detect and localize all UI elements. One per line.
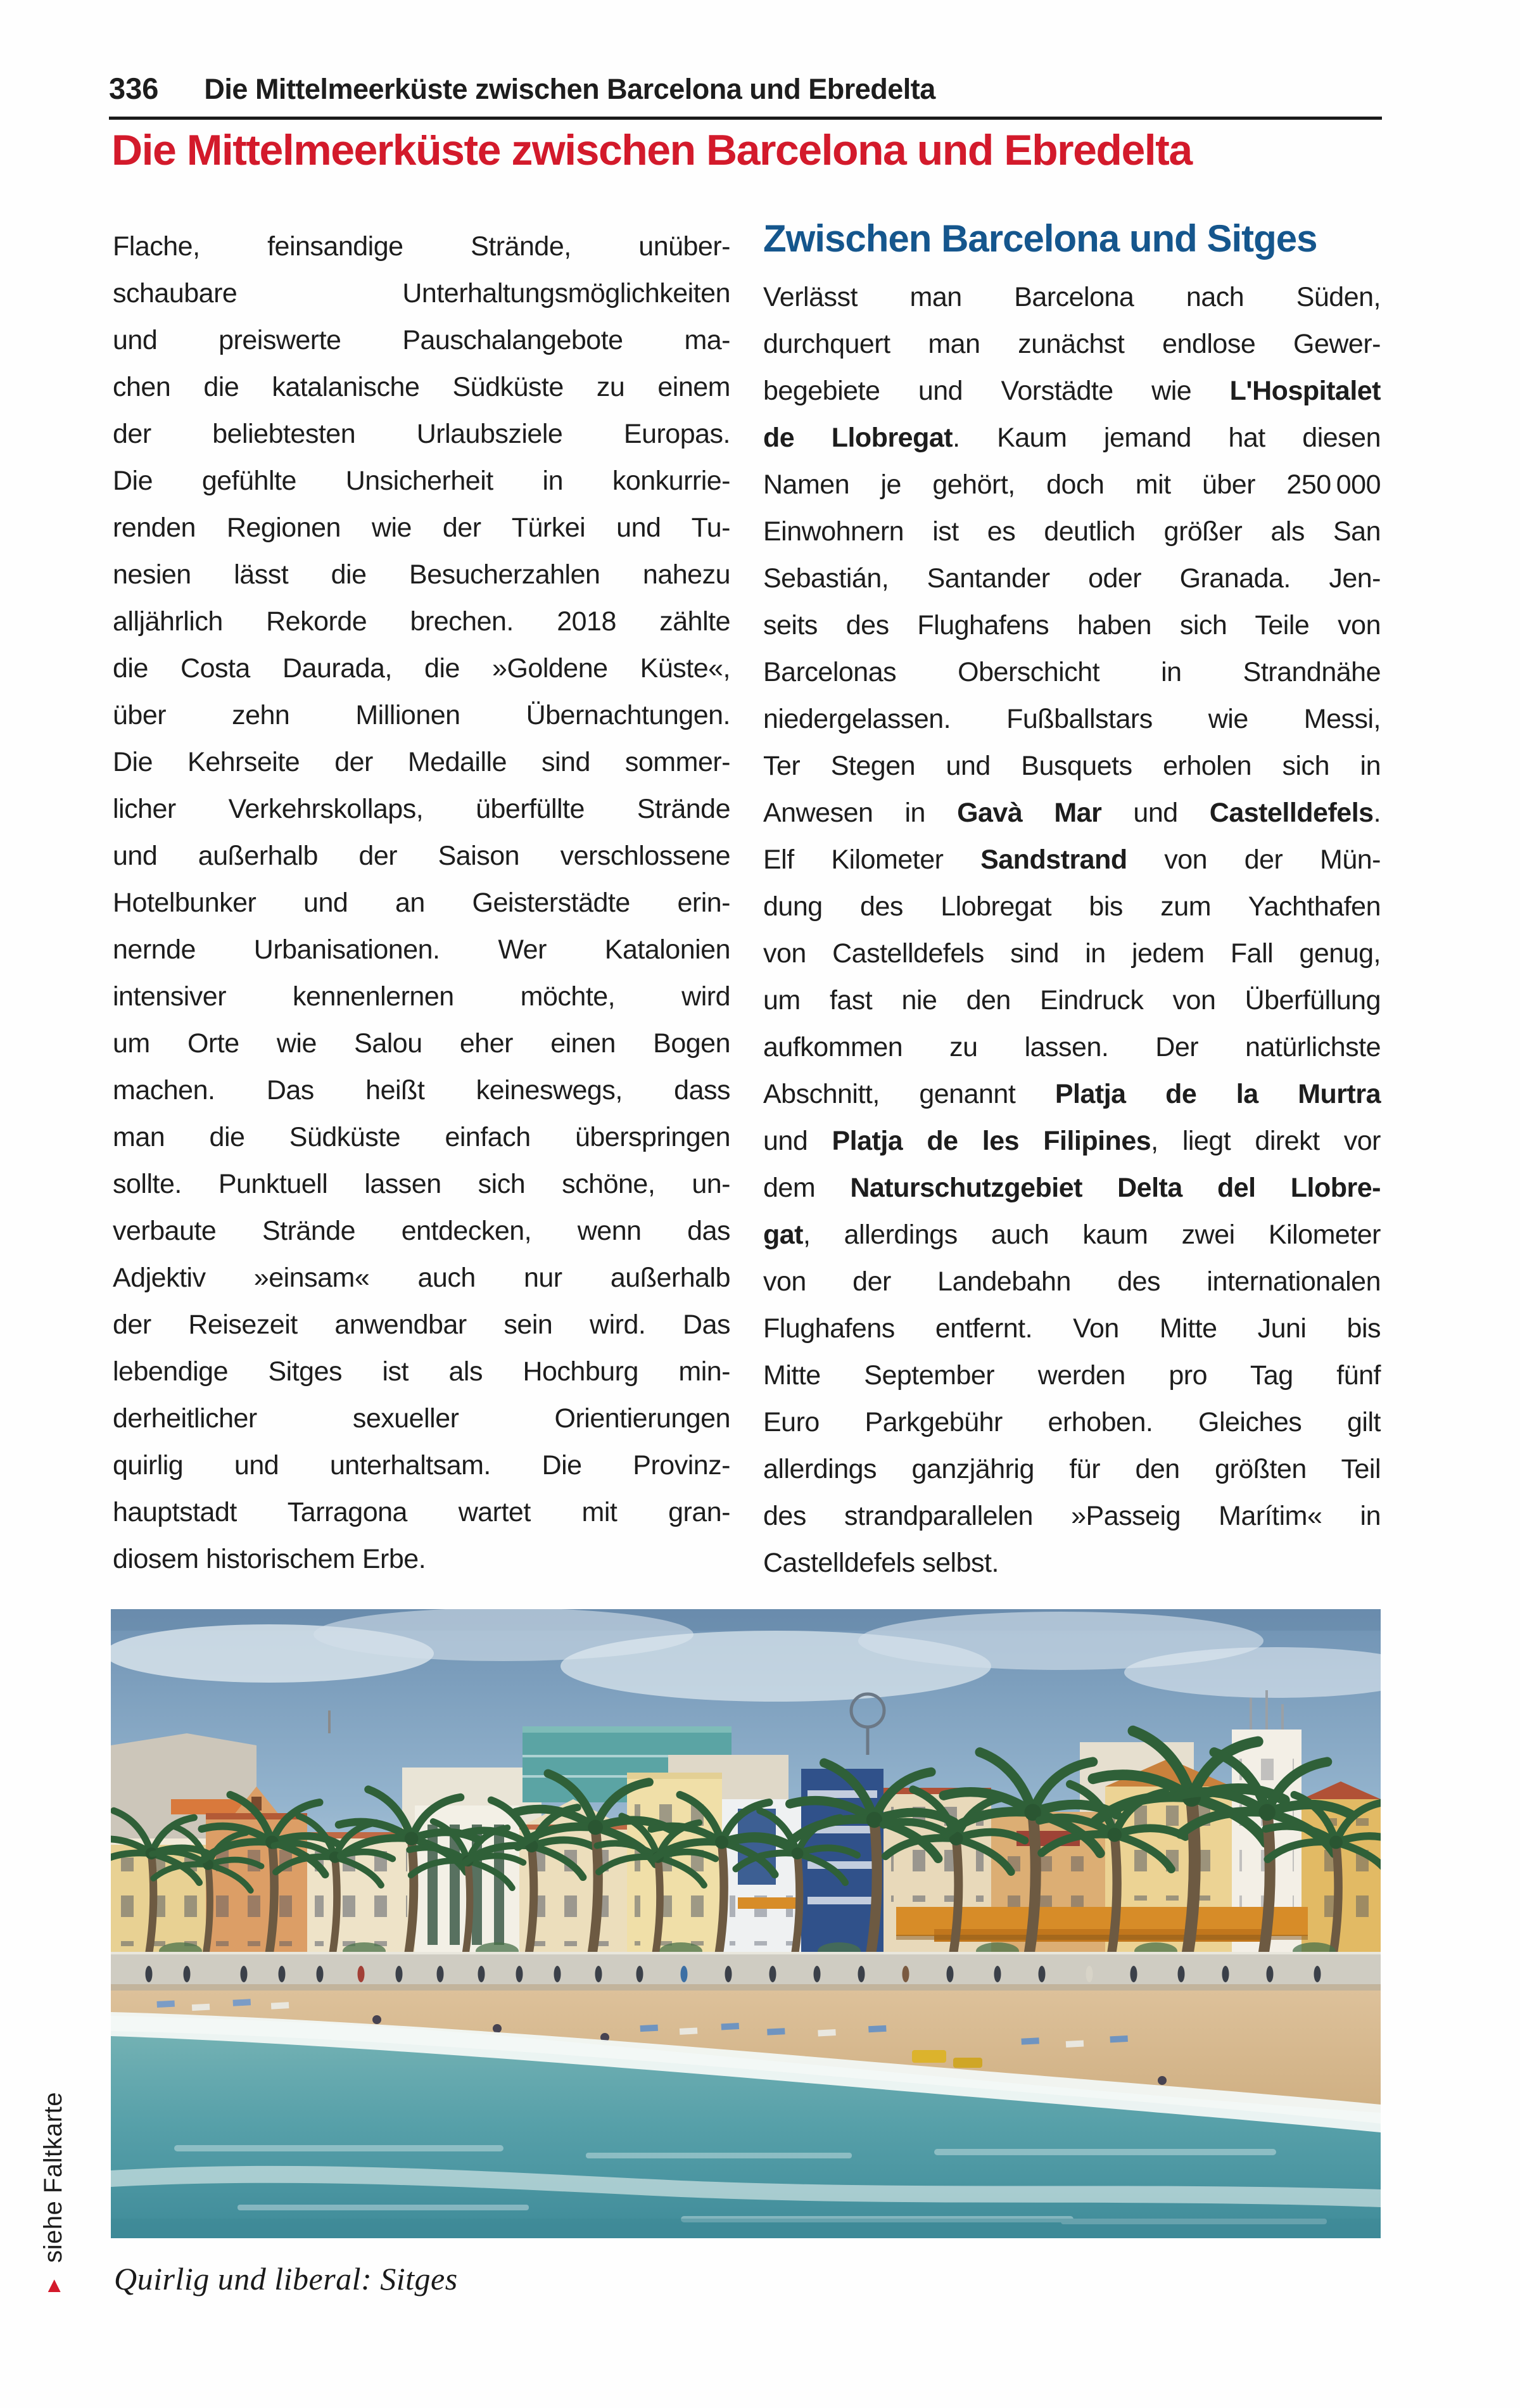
text-line: sollte. Punktuell lassen sich schöne, un- (113, 1169, 730, 1199)
text-line: seits des Flughafens haben sich Teile von (763, 610, 1381, 640)
text-line: alljährlich Rekorde brechen. 2018 zählte (113, 606, 730, 637)
text-line: um fast nie den Eindruck von Überfüllung (763, 985, 1381, 1016)
text-line: aufkommen zu lassen. Der natürlichste (763, 1032, 1381, 1062)
header-rule (109, 117, 1382, 120)
text-line: chen die katalanische Südküste zu einem (113, 372, 730, 402)
page-title: Die Mittelmeerküste zwischen Barcelona und Ebredelta (111, 126, 1192, 174)
text-line: der Reisezeit anwendbar sein wird. Das (113, 1309, 730, 1340)
text-line: Euro Parkgebühr erhoben. Gleiches gilt (763, 1407, 1381, 1437)
text-line: Elf Kilometer Sandstrand von der Mün- (763, 844, 1381, 875)
text-line: niedergelassen. Fußballstars wie Messi, (763, 704, 1381, 734)
running-header (109, 71, 1382, 106)
text-line: dem Naturschutzgebiet Delta del Llobre- (763, 1173, 1381, 1203)
text-line: Einwohnern ist es deutlich größer als San (763, 516, 1381, 547)
left-column (113, 223, 730, 1583)
text-line: verbaute Strände entdecken, wenn das (113, 1216, 730, 1246)
text-line: und Platja de les Filipines, liegt direkt vor (763, 1126, 1381, 1156)
text-line: licher Verkehrskollaps, überfüllte Strände (113, 794, 730, 824)
text-line: lebendige Sitges ist als Hochburg min- (113, 1356, 730, 1387)
text-line: von der Landebahn des internationalen (763, 1266, 1381, 1297)
text-line: derheitlicher sexueller Orientierungen (113, 1403, 730, 1434)
text-line: Anwesen in Gavà Mar und Castelldefels. (763, 798, 1381, 828)
text-line: die Costa Daurada, die »Goldene Küste«, (113, 653, 730, 684)
text-line: Adjektiv »einsam« auch nur außerhalb (113, 1263, 730, 1293)
text-line: durchquert man zunächst endlose Gewer- (763, 329, 1381, 359)
text-line: Abschnitt, genannt Platja de la Murtra (763, 1079, 1381, 1109)
text-line: über zehn Millionen Übernachtungen. (113, 700, 730, 730)
text-line: begebiete und Vorstädte wie L'Hospitalet (763, 376, 1381, 406)
text-line: Verlässt man Barcelona nach Süden, (763, 282, 1381, 312)
text-line: des strandparallelen »Passeig Marítim« in (763, 1501, 1381, 1531)
text-line: Mitte September werden pro Tag fünf (763, 1360, 1381, 1391)
section-heading: Zwischen Barcelona und Sitges (763, 217, 1317, 260)
text-line: nesien lässt die Besucherzahlen nahezu (113, 559, 730, 590)
text-line: hauptstadt Tarragona wartet mit gran- (113, 1497, 730, 1527)
text-line: Namen je gehört, doch mit über 250 000 (763, 469, 1381, 500)
text-line: diosem historischem Erbe. (113, 1544, 426, 1574)
right-column-text (763, 274, 1381, 1586)
text-line: von Castelldefels sind in jedem Fall genug, (763, 938, 1381, 969)
text-line: und außerhalb der Saison verschlossene (113, 841, 730, 871)
page-number: 336 (109, 72, 159, 105)
text-line: renden Regionen wie der Türkei und Tu- (113, 513, 730, 543)
photo-caption: Quirlig und liberal: Sitges (114, 2261, 458, 2297)
map-triangle-icon: ▲ (43, 2272, 66, 2297)
text-line: schaubare Unterhaltungsmöglichkeiten (113, 278, 730, 309)
text-line: der beliebtesten Urlaubsziele Europas. (113, 419, 730, 449)
text-line: Flughafens entfernt. Von Mitte Juni bis (763, 1313, 1381, 1344)
text-line: Die Kehrseite der Medaille sind sommer- (113, 747, 730, 777)
running-title: Die Mittelmeerküste zwischen Barcelona und Ebredelta (204, 73, 935, 105)
text-line: Die gefühlte Unsicherheit in konkurrie- (113, 466, 730, 496)
text-line: Sebastián, Santander oder Granada. Jen- (763, 563, 1381, 594)
right-column (763, 218, 1381, 1586)
text-line: und preiswerte Pauschalangebote ma- (113, 325, 730, 355)
text-line: quirlig und unterhaltsam. Die Provinz- (113, 1450, 730, 1481)
text-line: Castelldefels selbst. (763, 1548, 999, 1578)
text-line: Barcelonas Oberschicht in Strandnähe (763, 657, 1381, 687)
text-line: allerdings ganzjährig für den größten Teil (763, 1454, 1381, 1484)
text-line: intensiver kennenlernen möchte, wird (113, 981, 730, 1012)
text-line: gat, allerdings auch kaum zwei Kilometer (763, 1220, 1381, 1250)
text-line: dung des Llobregat bis zum Yachthafen (763, 891, 1381, 922)
sitges-photo (111, 1609, 1381, 2238)
text-line: Flache, feinsandige Strände, unüber- (113, 231, 730, 262)
text-line: man die Südküste einfach überspringen (113, 1122, 730, 1152)
text-line: Ter Stegen und Busquets erholen sich in (763, 751, 1381, 781)
promenade (111, 1952, 1381, 1991)
text-line: machen. Das heißt keineswegs, dass (113, 1075, 730, 1105)
text-line: nernde Urbanisationen. Wer Katalonien (113, 934, 730, 965)
left-column-text (113, 223, 730, 1583)
photo-illustration (111, 1609, 1381, 2238)
text-line: Hotelbunker und an Geisterstädte erin- (113, 888, 730, 918)
text-line: um Orte wie Salou eher einen Bogen (113, 1028, 730, 1059)
faltkarte-label: siehe Faltkarte (39, 2092, 67, 2263)
text-line: de Llobregat. Kaum jemand hat diesen (763, 423, 1381, 453)
